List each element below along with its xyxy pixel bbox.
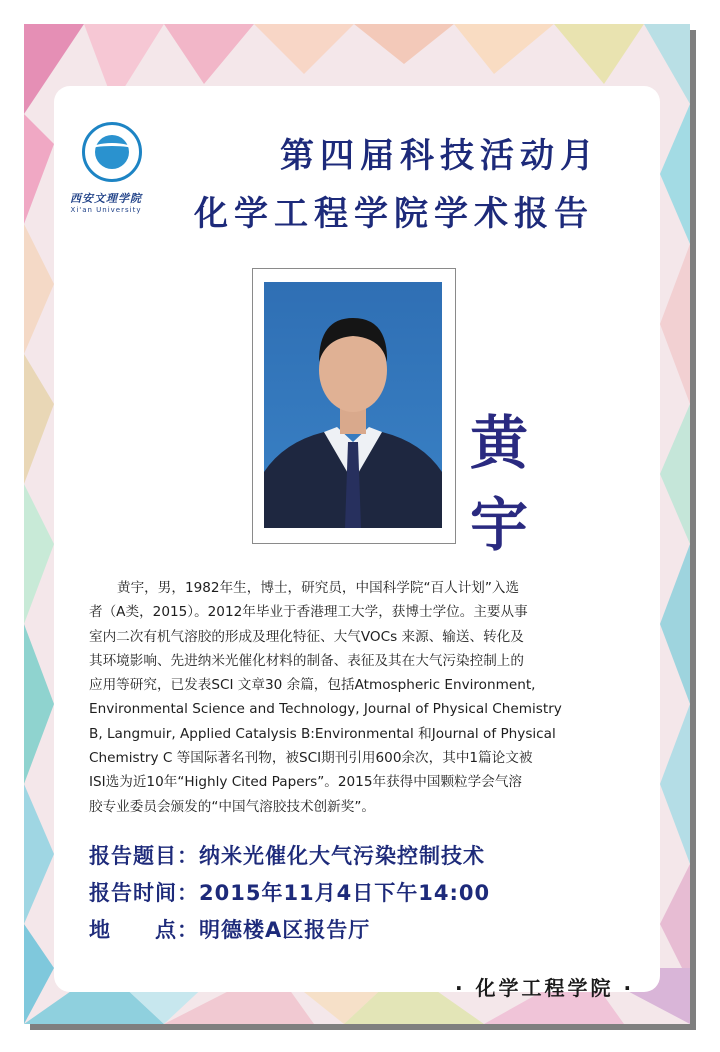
report-place: 地 点：明德楼A区报告厅 — [89, 918, 371, 942]
bio-line: 其环境影响、先进纳米光催化材料的制备、表征及其在大气污染控制上的 — [89, 652, 524, 669]
bio-line: Chemistry C 等国际著名刊物，被SCI期刊引用600余次，其中1篇论文被 — [89, 750, 533, 767]
logo-emblem-icon — [82, 122, 142, 182]
speaker-name-char1: 黄 — [470, 409, 529, 477]
footer-organizer: · 化学工程学院 · — [455, 976, 635, 1000]
logo-english-name: Xi'an University — [70, 206, 142, 214]
speaker-name-char2: 宇 — [470, 491, 529, 559]
bio-line: 黄宇，男，1982年生，博士，研究员，中国科学院“百人计划”入选 — [117, 580, 520, 596]
report-topic: 报告题目：纳米光催化大气污染控制技术 — [89, 844, 485, 868]
bio-line: 室内二次有机气溶胶的形成及理化特征、大气VOCs 来源、输送、转化及 — [89, 628, 524, 645]
bio-line: 应用等研究，已发表SCI 文章30 余篇，包括Atmospheric Environment, — [89, 677, 536, 694]
poster-title-line1: 第四届科技活动月 — [280, 136, 600, 176]
speaker-photo — [264, 282, 442, 528]
speaker-portrait-icon — [264, 282, 442, 528]
bio-line: B, Langmuir, Applied Catalysis B:Environmental 和Journal of Physical — [89, 725, 556, 742]
speaker-bio — [89, 576, 637, 819]
bio-line: Environmental Science and Technology, Journal of Physical Chemistry — [89, 701, 562, 718]
report-time: 报告时间：2015年11月4日下午14:00 — [89, 881, 491, 905]
bio-line: ISI选为近10年“Highly Cited Papers”。2015年获得中国颗粒学会气溶 — [89, 774, 523, 791]
bio-line: 者（A类，2015）。2012年毕业于香港理工大学，获博士学位。主要从事 — [89, 604, 528, 621]
poster-title-line2: 化学工程学院学术报告 — [194, 194, 594, 234]
school-logo — [54, 112, 164, 222]
bio-line: 胶专业委员会颁发的“中国气溶胶技术创新奖”。 — [89, 798, 375, 815]
logo-chinese-name: 西安文理学院 — [70, 192, 142, 205]
